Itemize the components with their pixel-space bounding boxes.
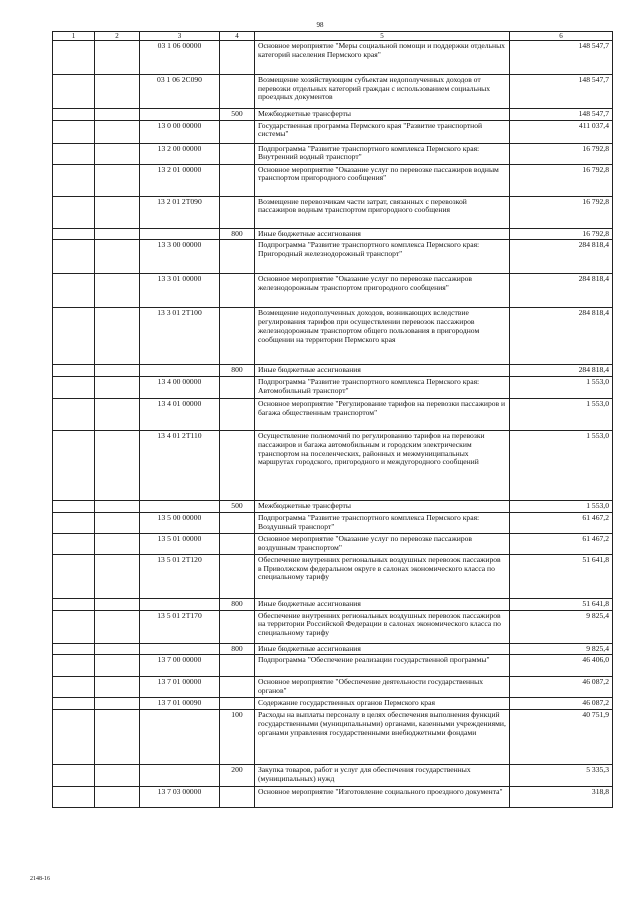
amount: 411 037,4 [510, 120, 613, 143]
classification-code: 03 1 06 00000 [140, 41, 220, 75]
item-name: Подпрограмма "Развитие транспортного комплекса Пермского края: Внутренний водный транспорт" [255, 143, 510, 164]
column-1-cell [53, 431, 95, 501]
classification-code: 13 7 01 00090 [140, 698, 220, 710]
column-2-cell [95, 765, 140, 787]
column-1-cell [53, 698, 95, 710]
expense-type-code [220, 41, 255, 75]
amount: 46 087,2 [510, 698, 613, 710]
classification-code: 03 1 06 2С090 [140, 75, 220, 109]
table-row [53, 598, 613, 610]
column-2-cell [95, 655, 140, 677]
classification-code: 13 4 00 00000 [140, 377, 220, 399]
column-1-cell [53, 399, 95, 431]
classification-code: 13 4 01 00000 [140, 399, 220, 431]
amount: 1 553,0 [510, 431, 613, 501]
amount: 284 818,4 [510, 365, 613, 377]
amount: 9 825,4 [510, 610, 613, 643]
amount: 51 641,8 [510, 554, 613, 598]
table-row [53, 698, 613, 710]
column-2-cell [95, 698, 140, 710]
column-header-row [53, 32, 613, 41]
expense-type-code: 800 [220, 228, 255, 240]
classification-code [140, 501, 220, 513]
column-1-cell [53, 120, 95, 143]
classification-code [140, 710, 220, 765]
amount: 148 547,7 [510, 75, 613, 109]
column-2-cell [95, 120, 140, 143]
amount: 61 467,2 [510, 533, 613, 554]
amount: 16 792,8 [510, 228, 613, 240]
classification-code: 13 5 00 00000 [140, 512, 220, 533]
item-name: Основное мероприятие "Обеспечение деятельности государственных органов" [255, 677, 510, 698]
expense-type-code: 500 [220, 109, 255, 121]
table-row [53, 501, 613, 513]
amount: 16 792,8 [510, 143, 613, 164]
item-name: Подпрограмма "Развитие транспортного комплекса Пермского края: Пригородный железнодорожный транспорт" [255, 240, 510, 274]
expense-type-code [220, 554, 255, 598]
table-body [53, 41, 613, 808]
classification-code: 13 5 01 2Т170 [140, 610, 220, 643]
item-name: Государственная программа Пермского края "Развитие транспортной системы" [255, 120, 510, 143]
table-row [53, 240, 613, 274]
classification-code: 13 7 03 00000 [140, 787, 220, 808]
column-1-cell [53, 75, 95, 109]
classification-code [140, 765, 220, 787]
item-name: Обеспечение внутренних региональных воздушных перевозок пассажиров в Приволжском федеральном округе в салонах экономического класса по специальному тарифу [255, 554, 510, 598]
item-name: Основное мероприятие "Регулирование тарифов на перевозки пассажиров и багажа общественным транспортом" [255, 399, 510, 431]
column-1-cell [53, 554, 95, 598]
item-name: Иные бюджетные ассигнования [255, 365, 510, 377]
classification-code: 13 2 01 00000 [140, 164, 220, 196]
expense-type-code [220, 196, 255, 228]
amount: 16 792,8 [510, 164, 613, 196]
classification-code: 13 7 01 00000 [140, 677, 220, 698]
amount: 318,8 [510, 787, 613, 808]
classification-code: 13 3 01 2Т100 [140, 308, 220, 365]
table-row [53, 787, 613, 808]
column-2-cell [95, 164, 140, 196]
column-1-cell [53, 377, 95, 399]
expense-type-code [220, 431, 255, 501]
item-name: Основное мероприятие "Оказание услуг по перевозке пассажиров водным транспортом пригородного сообщения" [255, 164, 510, 196]
expense-type-code [220, 240, 255, 274]
column-2-cell [95, 512, 140, 533]
column-1-cell [53, 109, 95, 121]
expense-type-code: 800 [220, 365, 255, 377]
table-row [53, 308, 613, 365]
column-1-cell [53, 196, 95, 228]
table-row [53, 120, 613, 143]
expense-type-code [220, 274, 255, 308]
table-row [53, 512, 613, 533]
amount: 51 641,8 [510, 598, 613, 610]
table-row [53, 143, 613, 164]
column-2-cell [95, 501, 140, 513]
table-row [53, 274, 613, 308]
table-row [53, 610, 613, 643]
item-name: Иные бюджетные ассигнования [255, 643, 510, 655]
item-name: Содержание государственных органов Пермского края [255, 698, 510, 710]
item-name: Возмещение хозяйствующим субъектам недополученных доходов от перевозки отдельных категорий граждан с использованием социальных проездных документов [255, 75, 510, 109]
item-name: Возмещение недополученных доходов, возникающих вследствие регулирования тарифов при осуществлении перевозок пассажиров железнодорожным транспортом общего пользования в пригородном сообщении на территории Пермского края [255, 308, 510, 365]
classification-code [140, 643, 220, 655]
document-code: 2148-16 [30, 876, 50, 882]
column-2-cell [95, 365, 140, 377]
item-name: Основное мероприятие "Оказание услуг по перевозке пассажиров железнодорожным транспортом пригородного сообщения" [255, 274, 510, 308]
column-1-cell [53, 228, 95, 240]
column-1-cell [53, 610, 95, 643]
column-1-cell [53, 598, 95, 610]
item-name: Основное мероприятие "Оказание услуг по перевозке пассажиров воздушным транспортом" [255, 533, 510, 554]
expense-type-code [220, 399, 255, 431]
column-1-cell [53, 533, 95, 554]
expense-type-code: 800 [220, 598, 255, 610]
classification-code: 13 5 01 00000 [140, 533, 220, 554]
table-row [53, 109, 613, 121]
table-row [53, 431, 613, 501]
column-2-cell [95, 710, 140, 765]
column-2-cell [95, 787, 140, 808]
expense-type-code [220, 377, 255, 399]
classification-code: 13 4 01 2Т110 [140, 431, 220, 501]
item-name: Подпрограмма "Развитие транспортного комплекса Пермского края: Воздушный транспорт" [255, 512, 510, 533]
item-name: Подпрограмма "Обеспечение реализации государственной программы" [255, 655, 510, 677]
amount: 284 818,4 [510, 274, 613, 308]
column-1-cell [53, 787, 95, 808]
column-header: 2 [95, 32, 140, 41]
amount: 1 553,0 [510, 399, 613, 431]
table-row [53, 164, 613, 196]
column-1-cell [53, 501, 95, 513]
column-header: 4 [220, 32, 255, 41]
item-name: Иные бюджетные ассигнования [255, 228, 510, 240]
expense-type-code [220, 655, 255, 677]
table-row [53, 365, 613, 377]
column-2-cell [95, 240, 140, 274]
amount: 46 087,2 [510, 677, 613, 698]
expense-type-code [220, 677, 255, 698]
column-2-cell [95, 75, 140, 109]
column-1-cell [53, 643, 95, 655]
item-name: Межбюджетные трансферты [255, 501, 510, 513]
column-header: 1 [53, 32, 95, 41]
column-2-cell [95, 308, 140, 365]
amount: 9 825,4 [510, 643, 613, 655]
item-name: Межбюджетные трансферты [255, 109, 510, 121]
item-name: Расходы на выплаты персоналу в целях обеспечения выполнения функций государственными (муниципальными) органами, казенными учреждениями, органами управления государственными внебюджетными фондами [255, 710, 510, 765]
column-1-cell [53, 512, 95, 533]
column-1-cell [53, 365, 95, 377]
item-name: Подпрограмма "Развитие транспортного комплекса Пермского края: Автомобильный транспорт" [255, 377, 510, 399]
column-1-cell [53, 164, 95, 196]
item-name: Основное мероприятие "Меры социальной помощи и поддержки отдельных категорий населения Пермского края" [255, 41, 510, 75]
expense-type-code: 100 [220, 710, 255, 765]
classification-code: 13 2 01 2Т090 [140, 196, 220, 228]
amount: 148 547,7 [510, 109, 613, 121]
column-2-cell [95, 677, 140, 698]
expense-type-code: 800 [220, 643, 255, 655]
table-row [53, 677, 613, 698]
item-name: Обеспечение внутренних региональных воздушных перевозок пассажиров на территории Российской Федерации в салонах экономического класса по специальному тарифу [255, 610, 510, 643]
amount: 1 553,0 [510, 501, 613, 513]
column-header: 5 [255, 32, 510, 41]
column-2-cell [95, 196, 140, 228]
column-1-cell [53, 710, 95, 765]
column-2-cell [95, 431, 140, 501]
column-2-cell [95, 377, 140, 399]
table-row [53, 710, 613, 765]
table-row [53, 377, 613, 399]
item-name: Осуществление полномочий по регулированию тарифов на перевозки пассажиров и багажа автомобильным и городским электрическим транспортом на поселенческих, районных и межмуниципальных маршрутах городского, пригородного и междугородного сообщений [255, 431, 510, 501]
column-2-cell [95, 109, 140, 121]
table-row [53, 75, 613, 109]
table-row [53, 533, 613, 554]
expense-type-code [220, 533, 255, 554]
expense-type-code [220, 698, 255, 710]
column-2-cell [95, 533, 140, 554]
classification-code: 13 7 00 00000 [140, 655, 220, 677]
column-2-cell [95, 399, 140, 431]
amount: 61 467,2 [510, 512, 613, 533]
classification-code: 13 5 01 2Т120 [140, 554, 220, 598]
page-number: 98 [316, 21, 324, 29]
item-name: Возмещение перевозчикам части затрат, связанных с перевозкой пассажиров водным транспортом пригородного сообщения [255, 196, 510, 228]
table-row [53, 399, 613, 431]
column-2-cell [95, 41, 140, 75]
column-1-cell [53, 655, 95, 677]
expense-type-code [220, 143, 255, 164]
classification-code: 13 3 00 00000 [140, 240, 220, 274]
classification-code [140, 365, 220, 377]
table-row [53, 554, 613, 598]
expense-type-code [220, 75, 255, 109]
column-2-cell [95, 643, 140, 655]
amount: 40 751,9 [510, 710, 613, 765]
table-row [53, 228, 613, 240]
item-name: Закупка товаров, работ и услуг для обеспечения государственных (муниципальных) нужд [255, 765, 510, 787]
table-row [53, 765, 613, 787]
classification-code: 13 3 01 00000 [140, 274, 220, 308]
amount: 284 818,4 [510, 308, 613, 365]
column-1-cell [53, 677, 95, 698]
classification-code [140, 598, 220, 610]
column-2-cell [95, 554, 140, 598]
column-1-cell [53, 41, 95, 75]
amount: 148 547,7 [510, 41, 613, 75]
expense-type-code [220, 120, 255, 143]
column-2-cell [95, 228, 140, 240]
amount: 5 335,3 [510, 765, 613, 787]
amount: 46 406,0 [510, 655, 613, 677]
column-1-cell [53, 274, 95, 308]
expense-type-code: 200 [220, 765, 255, 787]
expense-type-code [220, 164, 255, 196]
amount: 16 792,8 [510, 196, 613, 228]
item-name: Иные бюджетные ассигнования [255, 598, 510, 610]
column-1-cell [53, 143, 95, 164]
table-row [53, 196, 613, 228]
table-row [53, 643, 613, 655]
classification-code: 13 2 00 00000 [140, 143, 220, 164]
table-row [53, 41, 613, 75]
expense-type-code [220, 512, 255, 533]
classification-code [140, 228, 220, 240]
classification-code [140, 109, 220, 121]
amount: 1 553,0 [510, 377, 613, 399]
column-header: 3 [140, 32, 220, 41]
expense-type-code [220, 308, 255, 365]
amount: 284 818,4 [510, 240, 613, 274]
expense-type-code [220, 610, 255, 643]
column-1-cell [53, 240, 95, 274]
column-2-cell [95, 274, 140, 308]
budget-table [52, 31, 613, 808]
column-header: 6 [510, 32, 613, 41]
expense-type-code [220, 787, 255, 808]
column-2-cell [95, 610, 140, 643]
column-1-cell [53, 308, 95, 365]
column-2-cell [95, 598, 140, 610]
classification-code: 13 0 00 00000 [140, 120, 220, 143]
column-1-cell [53, 765, 95, 787]
expense-type-code: 500 [220, 501, 255, 513]
item-name: Основное мероприятие "Изготовление социального проездного документа" [255, 787, 510, 808]
column-2-cell [95, 143, 140, 164]
table-row [53, 655, 613, 677]
